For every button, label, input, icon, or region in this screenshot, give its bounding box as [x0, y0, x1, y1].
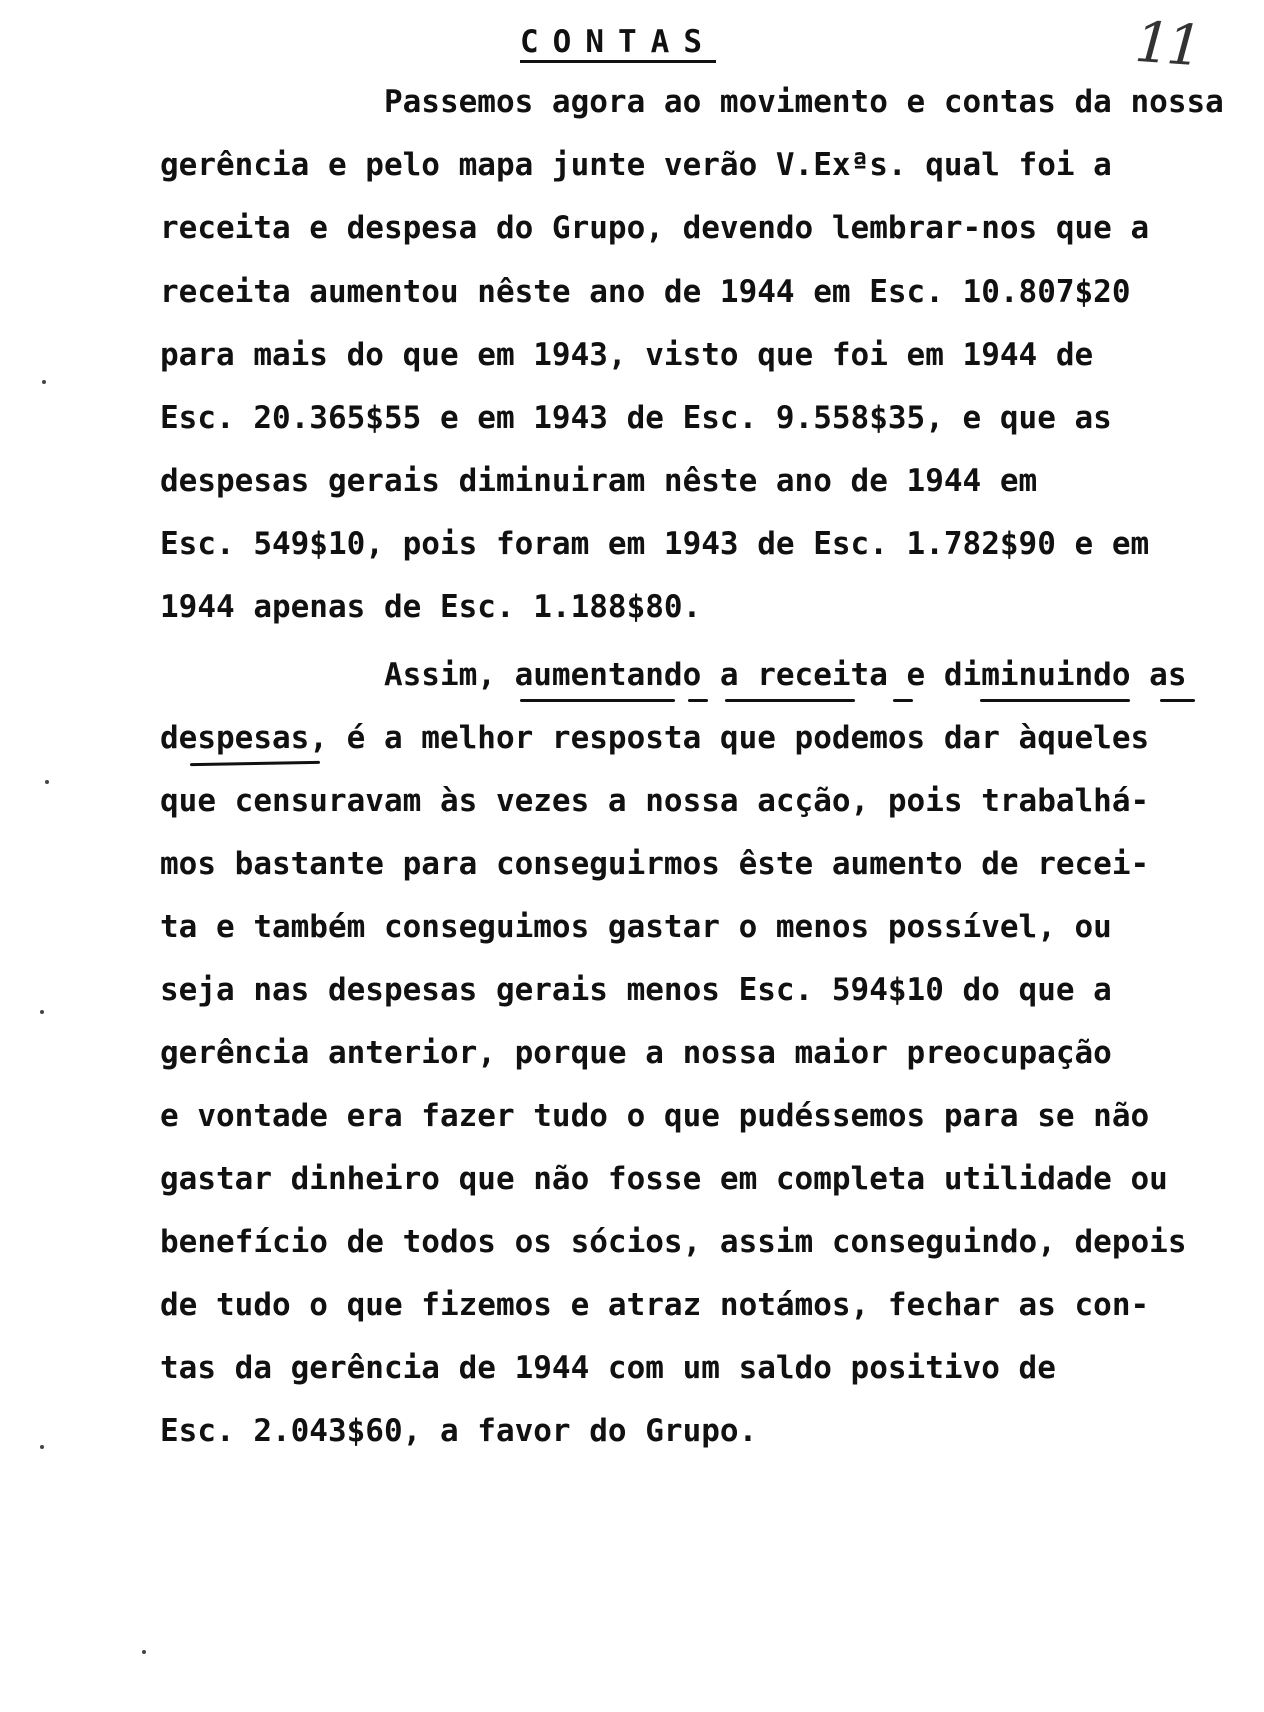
scan-speck	[142, 1650, 146, 1654]
text-line: despesas gerais diminuiram nêste ano de 1944 em	[160, 463, 1038, 499]
handwritten-underline	[688, 699, 708, 702]
text-line: Passemos agora ao movimento e contas da nossa	[160, 84, 1224, 120]
text-line: para mais do que em 1943, visto que foi em 1944 de	[160, 337, 1094, 373]
text-line: e vontade era fazer tudo o que pudéssemos para se não	[160, 1098, 1150, 1134]
text-line: mos bastante para conseguirmos êste aumento de recei-	[160, 846, 1150, 882]
text-line: Esc. 2.043$60, a favor do Grupo.	[160, 1413, 758, 1449]
text-line: gerência anterior, porque a nossa maior preocupação	[160, 1035, 1112, 1071]
handwritten-underline	[980, 699, 1130, 702]
handwritten-underline	[520, 699, 675, 702]
handwritten-page-number: 11	[1132, 9, 1201, 80]
text-line: receita aumentou nêste ano de 1944 em Esc. 10.807$20	[160, 274, 1131, 310]
text-line: Assim, aumentando a receita e diminuindo as	[160, 657, 1187, 693]
text-line: receita e despesa do Grupo, devendo lembrar-nos que a	[160, 210, 1150, 246]
scan-speck	[40, 1445, 44, 1449]
text-line: ta e também conseguimos gastar o menos possível, ou	[160, 909, 1112, 945]
handwritten-underline	[893, 699, 913, 702]
scan-speck	[45, 780, 49, 784]
handwritten-underline	[1160, 699, 1195, 702]
text-line: Esc. 549$10, pois foram em 1943 de Esc. 1.782$90 e em	[160, 526, 1150, 562]
text-line: gastar dinheiro que não fosse em completa utilidade ou	[160, 1161, 1168, 1197]
text-line: benefício de todos os sócios, assim conseguindo, depois	[160, 1224, 1187, 1260]
scan-speck	[42, 380, 46, 384]
handwritten-underline	[190, 761, 320, 766]
text-line: 1944 apenas de Esc. 1.188$80.	[160, 589, 702, 625]
handwritten-underline	[725, 699, 855, 702]
text-line: gerência e pelo mapa junte verão V.Exªs. qual foi a	[160, 147, 1112, 183]
page-title: CONTAS	[520, 24, 716, 60]
text-line: Esc. 20.365$55 e em 1943 de Esc. 9.558$35, e que as	[160, 400, 1112, 436]
text-line: de tudo o que fizemos e atraz notámos, fechar as con-	[160, 1287, 1150, 1323]
scan-speck	[40, 1010, 44, 1014]
text-line: que censuravam às vezes a nossa acção, pois trabalhá-	[160, 783, 1150, 819]
text-line: tas da gerência de 1944 com um saldo positivo de	[160, 1350, 1056, 1386]
text-line: seja nas despesas gerais menos Esc. 594$10 do que a	[160, 972, 1112, 1008]
text-line: despesas, é a melhor resposta que podemos dar àqueles	[160, 720, 1150, 756]
